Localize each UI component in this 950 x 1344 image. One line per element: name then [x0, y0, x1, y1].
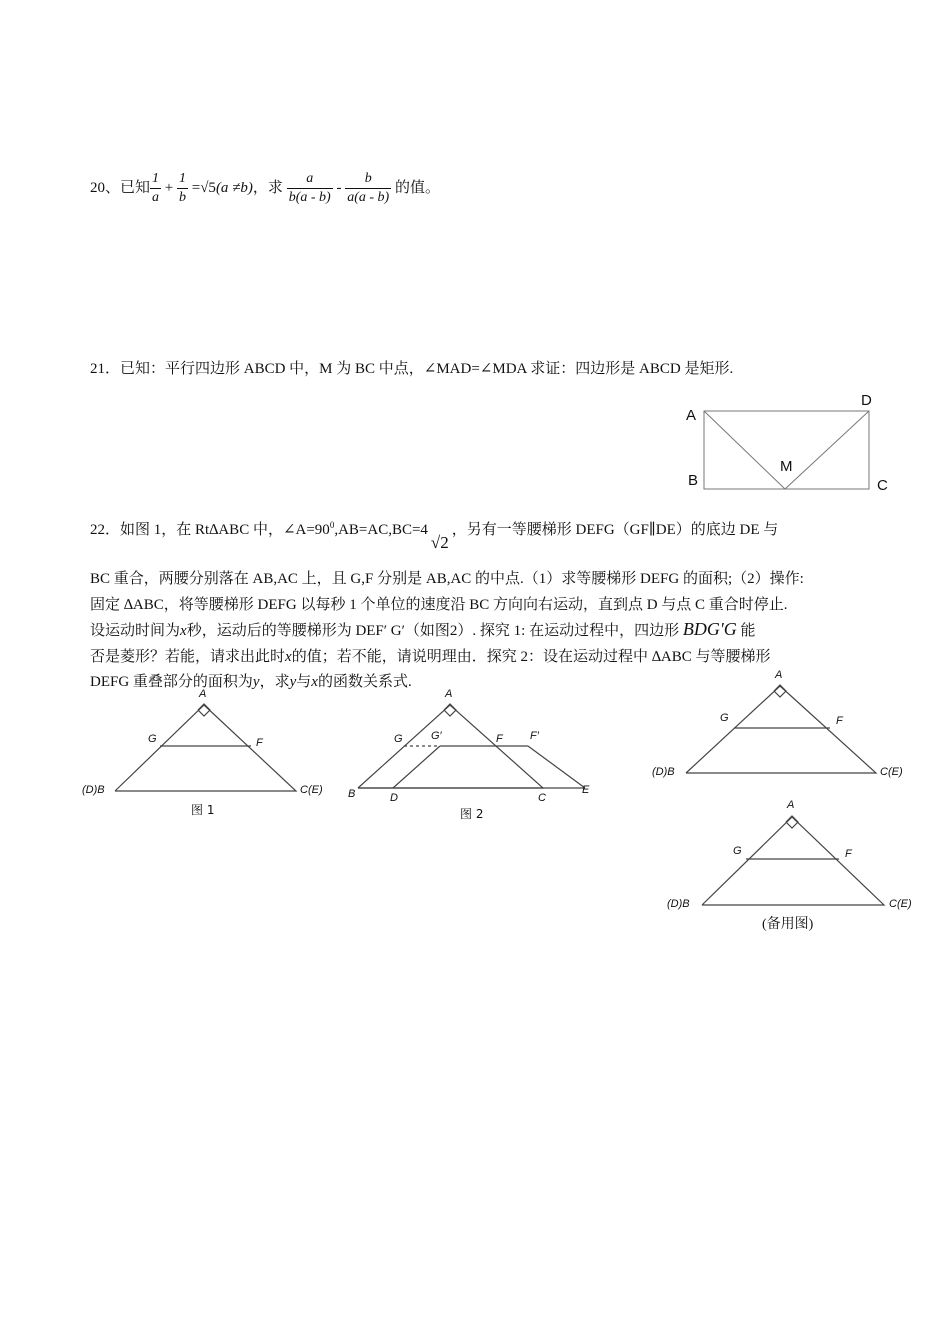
fig1-label-f: F — [256, 737, 263, 749]
fig2-label-b: B — [348, 788, 356, 800]
label-d: D — [861, 392, 872, 409]
fig2-caption: 图 2 — [460, 807, 484, 821]
fraction-1-over-a: $\frac{1}{a}$ — [152, 171, 160, 205]
label-a: A — [686, 407, 697, 424]
fraction-1-over-b: $\frac{1}{b}$ — [178, 171, 186, 205]
fraction-a-over: $\frac{a}{b(a - b)}$ — [288, 171, 331, 205]
label-b: B — [688, 472, 699, 489]
label-m: M — [780, 458, 793, 475]
fig3-label-g: G — [720, 712, 729, 724]
fig4-caption: (备用图) — [762, 917, 814, 932]
sqrt-2: √2 — [430, 533, 449, 552]
fig2-label-g-prime: G′ — [431, 730, 442, 742]
fig4-label-g: G — [733, 845, 742, 857]
fig2-label-e: E — [582, 784, 590, 796]
fig3-label-f: F — [836, 715, 843, 727]
question-22-line-4: 设运动时间为x秒，运动后的等腰梯形为 DEF′ G′（如图2）. 探究 1: 在运动过程中，四边形 BDG′G 能 — [90, 619, 756, 639]
fig1-label-c: C(E) — [300, 784, 323, 796]
fig4-label-f: F — [845, 848, 852, 860]
question-22-line-2: BC 重合，两腰分别落在 AB,AC 上，且 G,F 分别是 AB,AC 的中点.（1）求等腰梯形 DEFG 的面积;（2）操作: — [90, 571, 804, 587]
question-20: 20、已知 $\frac{1}{a}$ + $\frac{1}{b}$ =√5(a ≠b)，求 $\frac{a}{b(a - b)}$ - $\frac{b}{a(a - b)}$ 的值。 — [90, 171, 440, 205]
fig1-label-a: A — [199, 688, 207, 700]
question-22-line-1: 22．如图 1，在 Rt∆ABC 中，$\angle A=90^0,AB=AC,BC=4√2$，另有一等腰梯形 DEFG（GF∥DE）的底边 DE 与 — [90, 520, 779, 552]
fig1-label-g: G — [148, 733, 157, 745]
fig2-label-f-prime: F′ — [530, 730, 539, 742]
label-c: C — [877, 477, 888, 494]
fig1-caption: 图 1 — [191, 803, 215, 817]
fig3-label-a: A — [775, 669, 783, 681]
fig2-label-f: F — [496, 733, 503, 745]
fig4-label-a: A — [787, 799, 795, 811]
fig2-label-a: A — [445, 688, 453, 700]
fig4-label-b: (D)B — [667, 898, 690, 910]
question-22-line-5: 否是菱形？若能，请求出此时x的值；若不能，请说明理由．探究 2：设在运动过程中 ∆ABC 与等腰梯形 — [90, 649, 771, 665]
question-22-line-6: DEFG 重叠部分的面积为y，求y与x的函数关系式. — [90, 674, 412, 690]
fraction-b-over: $\frac{b}{a(a - b)}$ — [347, 171, 390, 205]
question-22-line-3: 固定 ∆ABC，将等腰梯形 DEFG 以每秒 1 个单位的速度沿 BC 方向向右运动，直到点 D 与点 C 重合时停止. — [90, 597, 788, 613]
fig2-label-d: D — [390, 792, 398, 804]
fig2-label-g: G — [394, 733, 403, 745]
fig3-label-b: (D)B — [652, 766, 675, 778]
fig4-label-c: C(E) — [889, 898, 912, 910]
fig3-label-c: C(E) — [880, 766, 903, 778]
fig1-label-b: (D)B — [82, 784, 105, 796]
question-21: 21．已知：平行四边形 ABCD 中，M 为 BC 中点，∠MAD=∠MDA 求证：四边形是 ABCD 是矩形. — [90, 361, 734, 377]
quad-bdgg: BDG′G — [682, 619, 737, 639]
sqrt-5: √5 — [200, 179, 216, 196]
fig2-label-c: C — [538, 792, 546, 804]
